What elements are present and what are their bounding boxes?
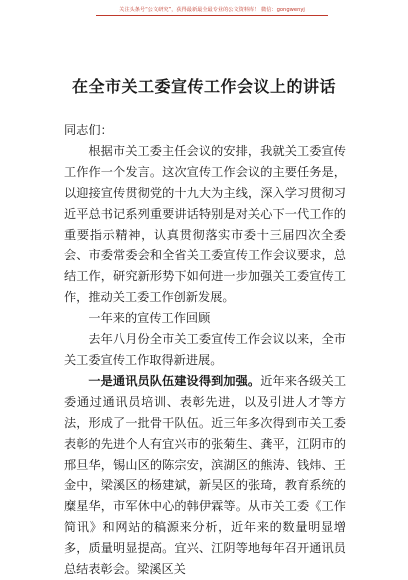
- section1-body: 近年来各级关工委通过通讯员培训、表彰先进，以及引进人才等方法，形成了一批骨干队伍。近三年多次得到市关工委表彰的先进个人有宜兴市的张菊生、龚平，江阴市的邢旦华，锡山区的陈宗安，滨湖区的熊涛、钱炜、王金中，梁溪区的杨建斌，新吴区的张琦，教育系统的糜星华，市军休中心的韩伊霖等。从市关工委《工作简讯》和网站的稿源来分析，近年来的数量明显增多，质量明显提高。宜兴、江阴等地每年召开通讯员总结表彰会。梁溪区关: [64, 373, 347, 577]
- salutation: 同志们：: [64, 123, 113, 137]
- paragraph-intro: 根据市关工委主任会议的安排，我就关工委宣传工作作一个发言。这次宣传工作会议的主要任务是，以迎接宣传贯彻党的十九大为主线，深入学习贯彻习近平总书记系列重要讲话特别是对关心下一代工作的重要指示精神，认真贯彻落实市委十三届四次全委会、市委常委会和全省关工委宣传工作会议要求，总结工作，研究新形势下如何进一步加强关工委宣传工作，推动关工委工作创新发展。: [64, 143, 346, 305]
- header-banner: 关注头条号“公文研究”，获得最新最全最专业的公文资料库！ 微信：gongwenyj: [96, 6, 328, 16]
- section1-heading: 一是通讯员队伍建设得到加强。: [88, 373, 261, 388]
- paragraph-section1: [64, 371, 346, 580]
- document-title: 在全市关工委宣传工作会议上的讲话: [71, 77, 336, 96]
- section-heading-review: 一年来的宣传工作回顾: [88, 311, 211, 326]
- paragraph-progress: 去年八月份全市关工委宣传工作会议以来，全市关工委宣传工作取得新进展。: [64, 332, 346, 367]
- document-body: [64, 120, 346, 580]
